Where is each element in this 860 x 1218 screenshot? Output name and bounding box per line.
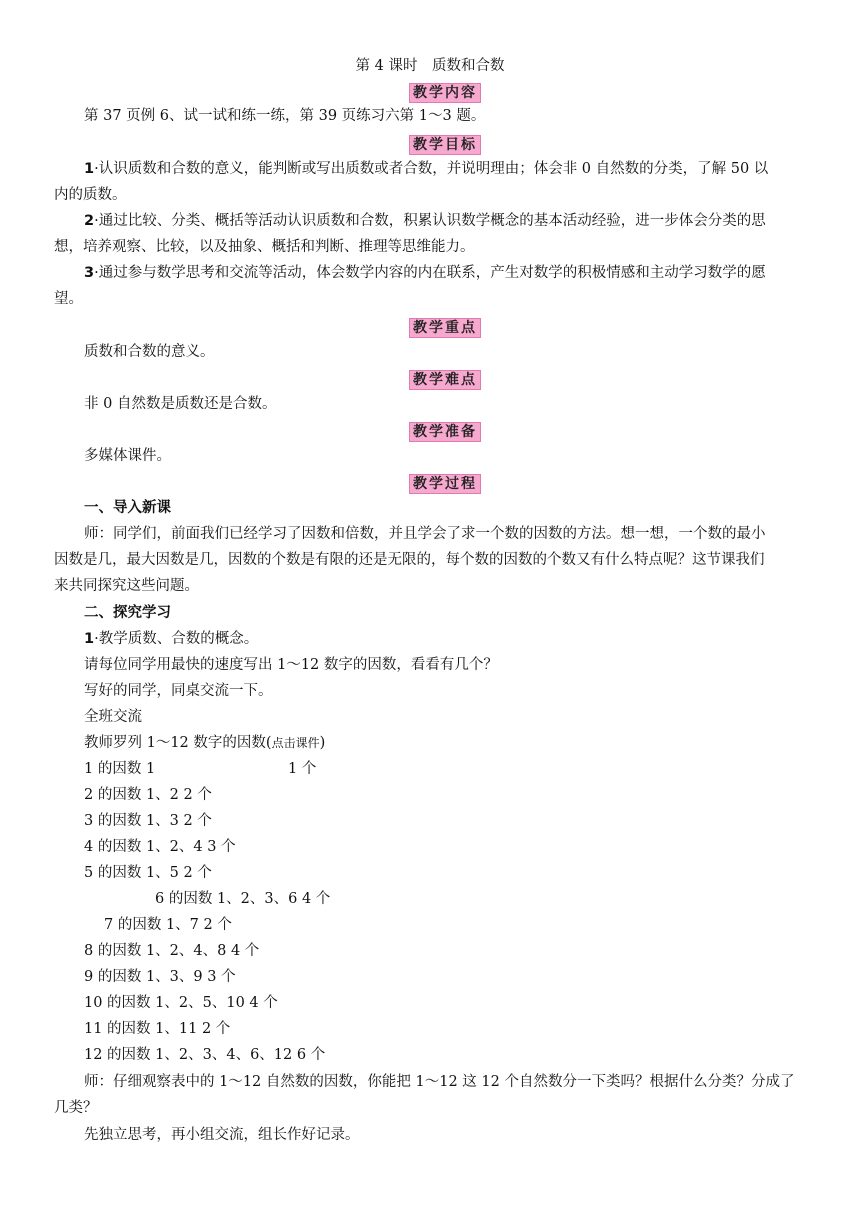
factor-row-12: 12 的因数 1、2、3、4、6、12 6 个 xyxy=(84,1047,326,1063)
goal-2-text: 通过比较、分类、概括等活动认识质数和合数，积累认识数学概念的基本活动经验，进一步体会分类的思 xyxy=(98,213,766,229)
factor-row-8: 8 的因数 1、2、4、8 4 个 xyxy=(84,943,260,959)
section2-item1-text: 教学质数、合数的概念。 xyxy=(98,631,259,647)
factor-row-3: 3 的因数 1、3 2 个 xyxy=(84,813,212,829)
content-text: 第 37 页例 6、试一试和练一练，第 39 页练习六第 1～3 题。 xyxy=(84,108,486,124)
goal-1-line1: 1·认识质数和合数的意义，能判断或写出质数或者合数，并说明理由；体会非 0 自然数的分类，了解 50 以 xyxy=(84,161,769,177)
section2-p4 xyxy=(84,734,325,752)
section2-p3: 全班交流 xyxy=(84,709,142,725)
goal-1-text: 认识质数和合数的意义，能判断或写出质数或者合数，并说明理由；体会非 0 自然数的分类，了解 50 以 xyxy=(98,161,769,177)
prep-text: 多媒体课件。 xyxy=(84,448,171,464)
key-text: 质数和合数的意义。 xyxy=(84,344,215,360)
factor-row-11: 11 的因数 1、11 2 个 xyxy=(84,1021,231,1037)
factor-row-4: 4 的因数 1、2、4 3 个 xyxy=(84,839,236,855)
factor-row-1-right: 1 个 xyxy=(288,761,317,777)
banner-teaching-goals: 教学目标 xyxy=(409,135,481,155)
goal-2-number: 2 xyxy=(84,213,95,229)
factor-row-2: 2 的因数 1、2 2 个 xyxy=(84,787,212,803)
banner-teaching-process: 教学过程 xyxy=(409,474,481,494)
banner-teaching-key: 教学重点 xyxy=(409,318,481,338)
lesson-title: 第 4 课时 质数和合数 xyxy=(355,58,505,74)
banner-teaching-content: 教学内容 xyxy=(409,83,481,103)
factor-row-9: 9 的因数 1、3、9 3 个 xyxy=(84,969,236,985)
goal-1-line2: 内的质数。 xyxy=(54,187,127,203)
section1-heading: 一、导入新课 xyxy=(84,500,171,516)
factor-row-1-left: 1 的因数 1 xyxy=(84,761,156,777)
difficulty-text: 非 0 自然数是质数还是合数。 xyxy=(84,396,277,412)
factor-row-7: 7 的因数 1、7 2 个 xyxy=(104,917,232,933)
section2-p4-end: ) xyxy=(319,735,326,751)
question-line2: 几类？ xyxy=(54,1100,98,1116)
section1-line2: 因数是几，最大因数是几，因数的个数是有限的还是无限的，每个数的因数的个数又有什么特点呢？这节课我们 xyxy=(54,552,765,568)
goal-3-line2: 望。 xyxy=(54,291,83,307)
banner-teaching-prep: 教学准备 xyxy=(409,422,481,442)
factor-row-10: 10 的因数 1、2、5、10 4 个 xyxy=(84,995,278,1011)
section2-heading: 二、探究学习 xyxy=(84,605,171,621)
goal-1-number: 1 xyxy=(84,161,95,177)
section2-p1: 请每位同学用最快的速度写出 1～12 数字的因数，看看有几个？ xyxy=(84,657,498,673)
section2-item1: 1·教学质数、合数的概念。 xyxy=(84,631,259,647)
section2-p2: 写好的同学，同桌交流一下。 xyxy=(84,683,273,699)
question-line3: 先独立思考，再小组交流，组长作好记录。 xyxy=(84,1127,360,1143)
goal-3-number: 3 xyxy=(84,265,95,281)
factor-row-6: 6 的因数 1、2、3、6 4 个 xyxy=(155,891,331,907)
section2-p4-main: 教师罗列 1～12 数字的因数( xyxy=(84,735,272,751)
goal-2-line1: 2·通过比较、分类、概括等活动认识质数和合数，积累认识数学概念的基本活动经验，进一步体会分类的思 xyxy=(84,213,766,229)
factor-row-5: 5 的因数 1、5 2 个 xyxy=(84,865,212,881)
banner-teaching-difficulty: 教学难点 xyxy=(409,370,481,390)
goal-2-line2: 想，培养观察、比较，以及抽象、概括和判断、推理等思维能力。 xyxy=(54,239,475,255)
section2-p4-note: 点击课件 xyxy=(271,736,320,750)
section1-line1: 师：同学们，前面我们已经学习了因数和倍数，并且学会了求一个数的因数的方法。想一想，一个数的最小 xyxy=(84,526,766,542)
section1-line3: 来共同探究这些问题。 xyxy=(54,578,199,594)
goal-3-line1: 3·通过参与数学思考和交流等活动，体会数学内容的内在联系，产生对数学的积极情感和主动学习数学的愿 xyxy=(84,265,766,281)
goal-3-text: 通过参与数学思考和交流等活动，体会数学内容的内在联系，产生对数学的积极情感和主动学习数学的愿 xyxy=(98,265,766,281)
section2-item1-number: 1 xyxy=(84,631,95,647)
question-line1: 师：仔细观察表中的 1～12 自然数的因数，你能把 1～12 这 12 个自然数分一下类吗？根据什么分类？分成了 xyxy=(84,1074,795,1090)
